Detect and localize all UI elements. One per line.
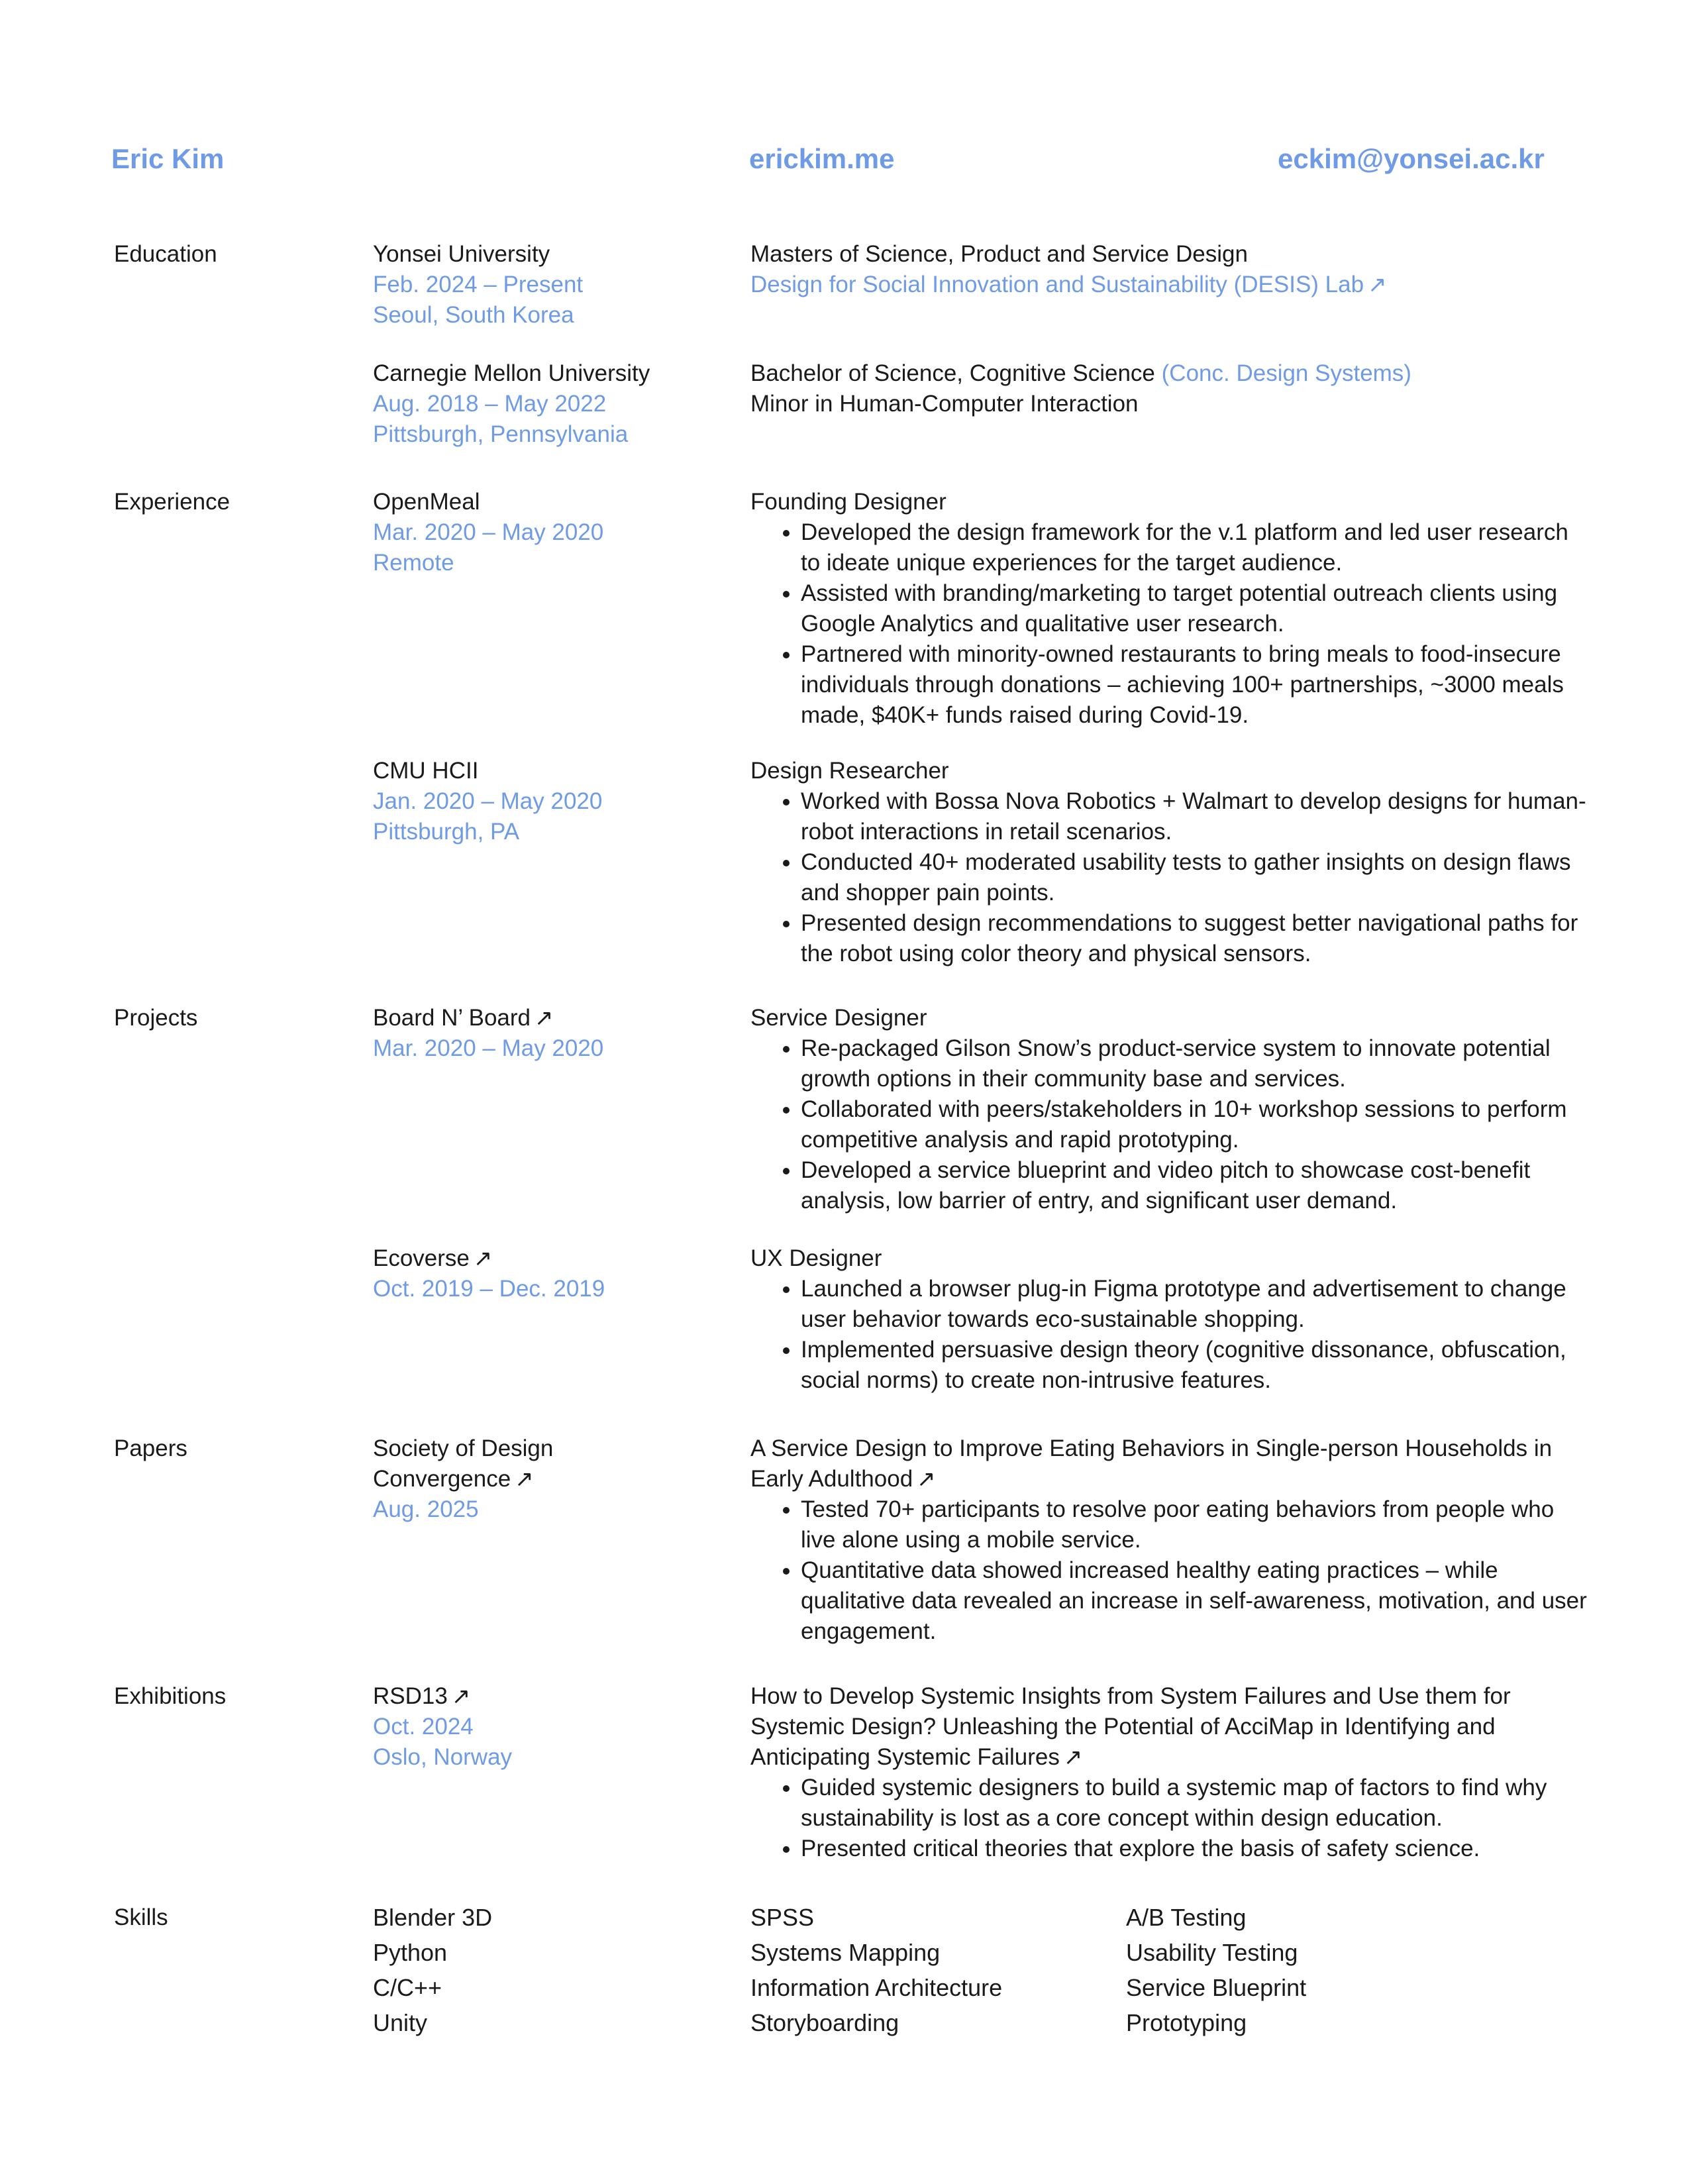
exhibition-detail <box>750 1681 1592 1864</box>
email-link[interactable]: eckim@yonsei.ac.kr <box>1278 143 1545 174</box>
bullet-list <box>750 1274 1592 1396</box>
degree-title: Bachelor of Science, Cognitive Science <box>750 360 1155 386</box>
exhibition-title: How to Develop Systemic Insights from System Failures and Use them for Systemic Design? Unleashing the Potential of AcciMap in Identifying and Anticipating Systemic Failures <box>750 1683 1511 1770</box>
bullet-item: • Collaborated with peers/stakeholders in 10+ workshop sessions to perform competitive analysis and rapid prototyping. <box>801 1094 1592 1155</box>
org-dates: Jan. 2020 – May 2020 <box>373 788 603 814</box>
section-label-exhibitions: Exhibitions <box>114 1683 227 1709</box>
skill-item: Usability Testing <box>1126 1939 1298 1966</box>
bullet-item: • Assisted with branding/marketing to target potential outreach clients using Google Analytics and qualitative user research. <box>801 578 1592 639</box>
bullet-item: • Tested 70+ participants to resolve poor eating behaviors from people who live alone using a mobile service. <box>801 1494 1592 1555</box>
org-name: OpenMeal <box>373 489 480 515</box>
paper-venue-link[interactable] <box>373 1433 591 1494</box>
arrow-up-right-icon: ↗ <box>515 1467 534 1492</box>
bullet-item: • Launched a browser plug-in Figma prototype and advertisement to change user behavior towards eco-sustainable shopping. <box>801 1274 1592 1335</box>
role-title: UX Designer <box>750 1245 882 1271</box>
paper-title-link[interactable] <box>750 1433 1592 1494</box>
project-name: Ecoverse <box>373 1245 470 1271</box>
skills-column-2 <box>750 1900 1002 2040</box>
org-location: Seoul, South Korea <box>373 302 574 328</box>
org-name: Yonsei University <box>373 241 550 267</box>
project-name: Board N’ Board <box>373 1005 531 1031</box>
project-link[interactable] <box>373 1003 717 1033</box>
bullet-list <box>750 517 1592 731</box>
skill-item: A/B Testing <box>1126 1904 1247 1931</box>
education-org <box>373 358 717 450</box>
bullet-item: • Presented design recommendations to suggest better navigational paths for the robot using color theory and physical sensors. <box>801 908 1592 969</box>
section-label-skills: Skills <box>114 1904 168 1930</box>
bullet-item: • Quantitative data showed increased healthy eating practices – while qualitative data revealed an increase in self-awareness, motivation, and user engagement. <box>801 1555 1592 1647</box>
degree-concentration: (Conc. Design Systems) <box>1161 360 1411 386</box>
skill-item: Prototyping <box>1126 2009 1247 2036</box>
org-location: Remote <box>373 550 454 576</box>
org-name: CMU HCII <box>373 758 479 784</box>
exhibition-title-link[interactable] <box>750 1681 1592 1773</box>
paper-detail <box>750 1433 1592 1647</box>
skills-column-3 <box>1126 1900 1306 2040</box>
org-dates: Feb. 2024 – Present <box>373 272 584 297</box>
education-org <box>373 239 717 331</box>
skill-item: Service Blueprint <box>1126 1974 1307 2001</box>
skill-item: Unity <box>373 2009 428 2036</box>
role-title: Founding Designer <box>750 489 947 515</box>
skills-column-1 <box>373 1900 492 2040</box>
role-title: Service Designer <box>750 1005 927 1031</box>
org-location: Pittsburgh, Pennsylvania <box>373 421 629 447</box>
org-dates: Mar. 2020 – May 2020 <box>373 1035 604 1061</box>
name-heading: Eric Kim <box>111 143 225 174</box>
section-label-experience: Experience <box>114 489 230 515</box>
skill-item: Information Architecture <box>750 1974 1003 2001</box>
exhibition-name: RSD13 <box>373 1683 448 1709</box>
bullet-list <box>750 1033 1592 1216</box>
section-label-projects: Projects <box>114 1005 198 1031</box>
project-org <box>373 1003 717 1064</box>
experience-detail <box>750 487 1592 731</box>
website-link[interactable]: erickim.me <box>749 143 895 174</box>
section-label-education: Education <box>114 241 217 267</box>
degree-title-line <box>750 358 1592 389</box>
skill-item: SPSS <box>750 1904 815 1931</box>
exhibition-link[interactable] <box>373 1681 717 1712</box>
arrow-up-right-icon: ↗ <box>473 1246 493 1271</box>
bullet-item: • Presented critical theories that explore the basis of safety science. <box>801 1834 1592 1864</box>
paper-venue: Society of Design Convergence <box>373 1435 554 1492</box>
skill-item: Systems Mapping <box>750 1939 941 1966</box>
org-name: Carnegie Mellon University <box>373 360 650 386</box>
skill-item: Python <box>373 1939 448 1966</box>
education-detail <box>750 239 1592 300</box>
bullet-item: • Guided systemic designers to build a systemic map of factors to find why sustainability is lost as a core concept within design education. <box>801 1773 1592 1834</box>
org-dates: Mar. 2020 – May 2020 <box>373 519 604 545</box>
education-detail <box>750 358 1592 419</box>
org-dates: Aug. 2025 <box>373 1496 479 1522</box>
exhibition-org <box>373 1681 717 1773</box>
bullet-item: • Developed a service blueprint and video pitch to showcase cost-benefit analysis, low barrier of entry, and significant user demand. <box>801 1155 1592 1216</box>
experience-org <box>373 487 717 578</box>
org-dates: Oct. 2019 – Dec. 2019 <box>373 1276 605 1302</box>
org-dates: Aug. 2018 – May 2022 <box>373 391 607 417</box>
degree-title: Masters of Science, Product and Service Design <box>750 241 1248 267</box>
bullet-item: • Developed the design framework for the v.1 platform and led user research to ideate unique experiences for the target audience. <box>801 517 1592 578</box>
bullet-list <box>750 1494 1592 1647</box>
degree-minor: Minor in Human-Computer Interaction <box>750 391 1139 417</box>
project-detail <box>750 1243 1592 1396</box>
experience-org <box>373 756 717 847</box>
project-org <box>373 1243 717 1304</box>
lab-link[interactable] <box>750 270 1592 300</box>
bullet-item: • Conducted 40+ moderated usability tests to gather insights on design flaws and shopper pain points. <box>801 847 1592 908</box>
arrow-up-right-icon: ↗ <box>917 1467 936 1492</box>
project-link[interactable] <box>373 1243 717 1274</box>
bullet-item: • Partnered with minority-owned restaurants to bring meals to food-insecure individuals through donations – achieving 100+ partnerships, ~3000 meals made, $40K+ funds raised during Covid-19. <box>801 639 1592 731</box>
lab-name: Design for Social Innovation and Sustainability (DESIS) Lab <box>750 272 1364 297</box>
bullet-item: • Implemented persuasive design theory (cognitive dissonance, obfuscation, social norms) to create non-intrusive features. <box>801 1335 1592 1396</box>
section-label-papers: Papers <box>114 1435 187 1461</box>
arrow-up-right-icon: ↗ <box>451 1684 471 1709</box>
arrow-up-right-icon: ↗ <box>1368 272 1387 297</box>
bullet-item: • Worked with Bossa Nova Robotics + Walmart to develop designs for human-robot interactions in retail scenarios. <box>801 786 1592 847</box>
bullet-list <box>750 786 1592 969</box>
skill-item: C/C++ <box>373 1974 442 2001</box>
bullet-list <box>750 1773 1592 1864</box>
org-dates: Oct. 2024 <box>373 1714 474 1740</box>
skill-item: Blender 3D <box>373 1904 493 1931</box>
arrow-up-right-icon: ↗ <box>1063 1745 1083 1770</box>
arrow-up-right-icon: ↗ <box>535 1006 554 1031</box>
skill-item: Storyboarding <box>750 2009 899 2036</box>
paper-org <box>373 1433 591 1525</box>
org-location: Pittsburgh, PA <box>373 819 520 845</box>
org-location: Oslo, Norway <box>373 1744 513 1770</box>
role-title: Design Researcher <box>750 758 949 784</box>
project-detail <box>750 1003 1592 1216</box>
paper-title: A Service Design to Improve Eating Behaviors in Single-person Households in Early Adulthood <box>750 1435 1553 1492</box>
bullet-item: • Re-packaged Gilson Snow’s product-service system to innovate potential growth options in their community base and services. <box>801 1033 1592 1094</box>
experience-detail <box>750 756 1592 969</box>
